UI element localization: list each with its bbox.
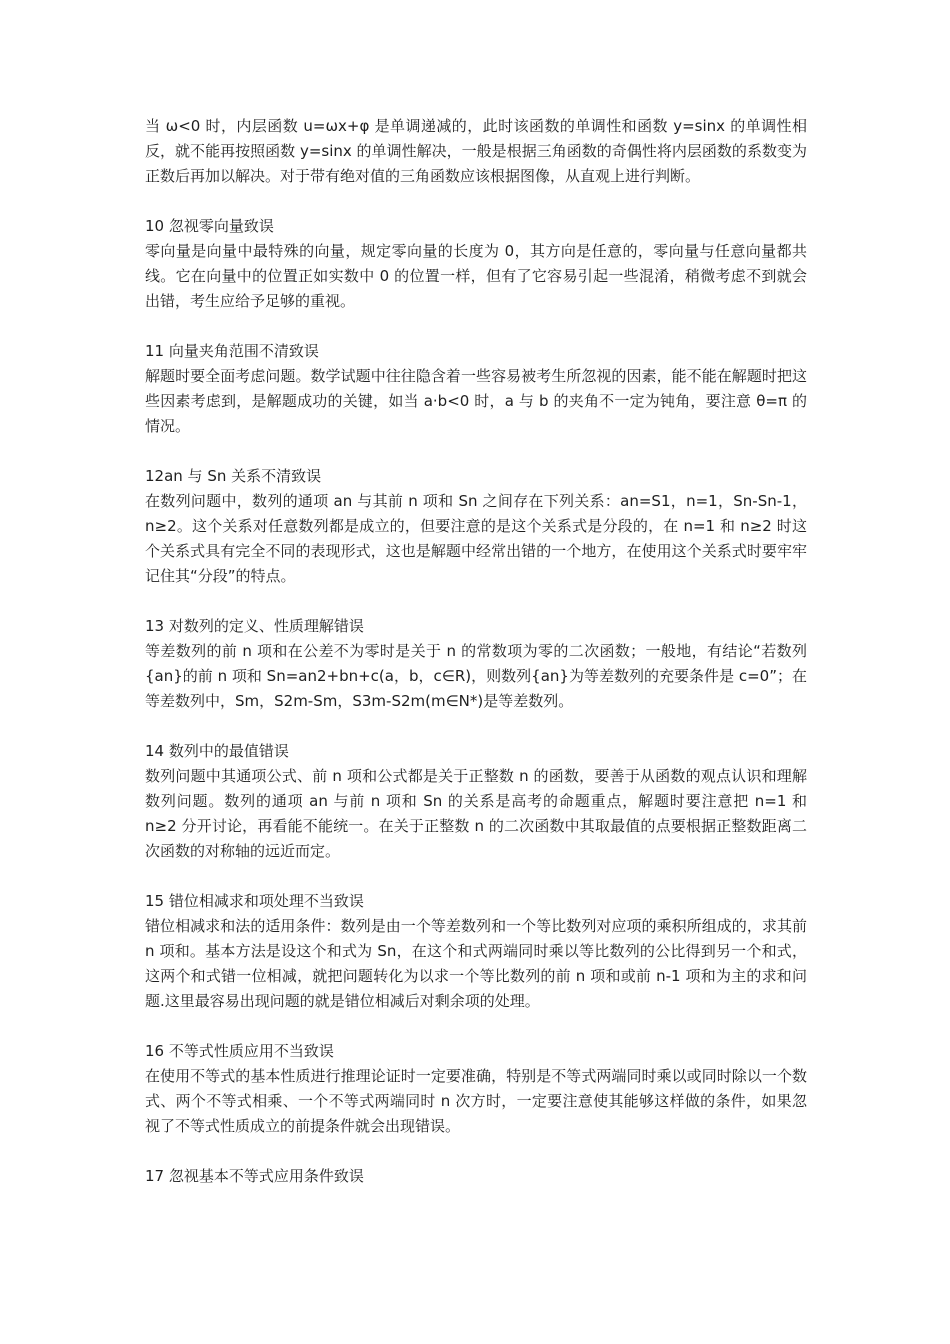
section-body: 数列问题中其通项公式、前 n 项和公式都是关于正整数 n 的函数，要善于从函数的观点认识和理解数列问题。数列的通项 an 与前 n 项和 Sn 的关系是高考的命题重点，解题时要注意把 n=1 和 n≥2 分开讨论，再看能不能统一。在关于正整数 n 的二次函数中其取最值的点要根据正整数距离二次函数的对称轴的远近而定。 [145,767,807,860]
section-heading: 17 忽视基本不等式应用条件致误 [145,1167,364,1185]
section-14 [145,739,807,864]
section-heading: 14 数列中的最值错误 [145,742,289,760]
section-body: 错位相减求和法的适用条件：数列是由一个等差数列和一个等比数列对应项的乘积所组成的，求其前 n 项和。基本方法是设这个和式为 Sn，在这个和式两端同时乘以等比数列的公比得到另一个和式，这两个和式错一位相减，就把问题转化为以求一个等比数列的前 n 项和或前 n-1 项和为主的求和问题.这里最容易出现问题的就是错位相减后对剩余项的处理。 [145,917,807,1010]
section-heading: 12an 与 Sn 关系不清致误 [145,467,322,485]
section-heading: 11 向量夹角范围不清致误 [145,342,319,360]
section-15 [145,889,807,1014]
section-body: 在使用不等式的基本性质进行推理论证时一定要准确，特别是不等式两端同时乘以或同时除以一个数式、两个不等式相乘、一个不等式两端同时 n 次方时，一定要注意使其能够这样做的条件，如果忽视了不等式性质成立的前提条件就会出现错误。 [145,1067,807,1135]
section-10 [145,214,807,314]
document-page [145,114,807,1189]
section-body: 解题时要全面考虑问题。数学试题中往往隐含着一些容易被考生所忽视的因素，能不能在解题时把这些因素考虑到，是解题成功的关键，如当 a·b<0 时，a 与 b 的夹角不一定为钝角，要注意 θ=π 的情况。 [145,367,807,435]
section-body: 在数列问题中，数列的通项 an 与其前 n 项和 Sn 之间存在下列关系：an=S1，n=1，Sn-Sn-1，n≥2。这个关系对任意数列都是成立的，但要注意的是这个关系式是分段的，在 n=1 和 n≥2 时这个关系式具有完全不同的表现形式，这也是解题中经常出错的一个地方，在使用这个关系式时要牢牢记住其“分段”的特点。 [145,492,807,585]
section-body: 等差数列的前 n 项和在公差不为零时是关于 n 的常数项为零的二次函数；一般地，有结论“若数列{an}的前 n 项和 Sn=an2+bn+c(a，b，c∈R)，则数列{an}为等差数列的充要条件是 c=0”；在等差数列中，Sm，S2m-Sm，S3m-S2m(m∈N*)是等差数列。 [145,642,807,710]
section-16 [145,1039,807,1139]
section-12 [145,464,807,589]
section-body: 零向量是向量中最特殊的向量，规定零向量的长度为 0，其方向是任意的，零向量与任意向量都共线。它在向量中的位置正如实数中 0 的位置一样，但有了它容易引起一些混淆，稍微考虑不到就会出错，考生应给予足够的重视。 [145,242,807,310]
section-heading: 16 不等式性质应用不当致误 [145,1042,334,1060]
section-13 [145,614,807,714]
section-heading: 15 错位相减求和项处理不当致误 [145,892,364,910]
intro-paragraph: 当 ω<0 时，内层函数 u=ωx+φ 是单调递减的，此时该函数的单调性和函数 y=sinx 的单调性相反，就不能再按照函数 y=sinx 的单调性解决，一般是根据三角函数的奇偶性将内层函数的系数变为正数后再加以解决。对于带有绝对值的三角函数应该根据图像，从直观上进行判断。 [145,117,807,185]
section-heading: 10 忽视零向量致误 [145,217,274,235]
section-17 [145,1164,807,1189]
section-heading: 13 对数列的定义、性质理解错误 [145,617,364,635]
section-11 [145,339,807,439]
